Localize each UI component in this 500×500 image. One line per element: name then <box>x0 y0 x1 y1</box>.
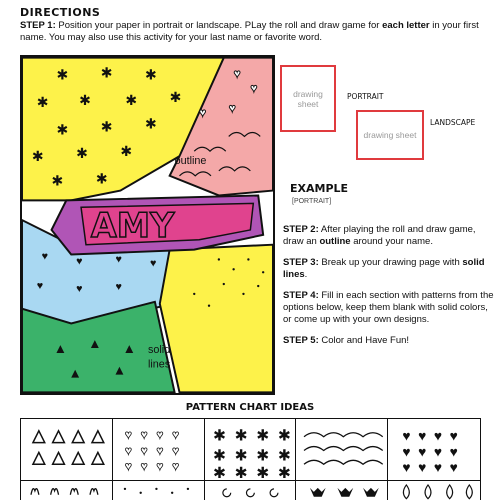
svg-text:✱: ✱ <box>56 122 68 138</box>
step3: STEP 3: Break up your drawing page with solid lines. <box>283 257 485 280</box>
svg-text:♥: ♥ <box>115 253 122 266</box>
svg-text:♥: ♥ <box>140 459 148 474</box>
step2: STEP 2: After playing the roll and draw game, draw an outline around your name. <box>283 224 476 247</box>
svg-text:✱: ✱ <box>234 465 248 480</box>
step1-label: STEP 1: <box>20 20 56 31</box>
example-artwork <box>20 55 275 395</box>
step1-bold: each letter <box>382 20 430 31</box>
svg-text:♥: ♥ <box>171 459 179 474</box>
svg-text:♥: ♥ <box>171 443 179 458</box>
svg-text:✱: ✱ <box>277 447 291 465</box>
svg-text:✱: ✱ <box>255 465 270 480</box>
svg-text:✱: ✱ <box>255 447 270 465</box>
svg-text:♥: ♥ <box>449 460 459 476</box>
svg-text:♥: ♥ <box>434 460 443 476</box>
svg-text:♥: ♥ <box>156 443 164 458</box>
outline-label: outline <box>174 154 207 167</box>
svg-text:♥: ♥ <box>115 280 122 293</box>
asterisks-pattern <box>205 419 297 481</box>
svg-text:✱: ✱ <box>212 447 226 465</box>
svg-text:✱: ✱ <box>169 89 182 105</box>
svg-text:♥: ♥ <box>140 427 148 442</box>
dots-pattern <box>113 481 205 500</box>
landscape-sheet: drawing sheet <box>356 110 424 160</box>
svg-text:✱: ✱ <box>212 465 226 480</box>
svg-text:♥: ♥ <box>418 460 427 476</box>
svg-text:✱: ✱ <box>51 173 64 189</box>
step1-text <box>20 20 485 44</box>
svg-text:✱: ✱ <box>145 67 157 83</box>
svg-text:✱: ✱ <box>234 427 248 445</box>
svg-text:♥: ♥ <box>228 100 236 115</box>
svg-text:✱: ✱ <box>212 427 226 445</box>
svg-text:♥: ♥ <box>156 427 164 442</box>
svg-text:♥: ♥ <box>156 459 164 474</box>
landscape-label: LANDSCAPE <box>430 118 476 127</box>
waves-pattern <box>296 419 388 481</box>
example-title: EXAMPLE <box>290 182 349 195</box>
pattern-chart-title: PATTERN CHART IDEAS <box>185 402 315 413</box>
directions-heading: DIRECTIONS <box>20 6 101 19</box>
svg-text:✱: ✱ <box>255 427 270 445</box>
step4: STEP 4: Fill in each section with patterns from the options below, keep them blank with solid colors, or come up with your own designs. <box>283 290 494 325</box>
svg-text:♥: ♥ <box>76 255 83 268</box>
svg-text:✱: ✱ <box>76 146 88 162</box>
steps-list <box>283 224 495 356</box>
solid-label-2: lines <box>147 358 171 371</box>
svg-text:♥: ♥ <box>41 250 49 263</box>
svg-text:♥: ♥ <box>449 428 459 444</box>
svg-text:✱: ✱ <box>277 465 291 480</box>
svg-text:♥: ♥ <box>418 444 427 460</box>
svg-text:♥: ♥ <box>449 444 459 460</box>
svg-text:✱: ✱ <box>95 171 108 187</box>
pattern-chart <box>20 418 481 500</box>
svg-text:♥: ♥ <box>124 443 132 458</box>
svg-text:♥: ♥ <box>124 427 132 442</box>
svg-text:✱: ✱ <box>145 116 157 132</box>
solid-label-1: solid <box>147 343 171 356</box>
step1-text-b: in your first name. You may also use this activity for your last name or favorite word. <box>20 20 479 43</box>
grass-tufts-pattern <box>21 481 113 500</box>
svg-text:♥: ♥ <box>76 282 83 295</box>
svg-text:♥: ♥ <box>124 459 132 474</box>
svg-text:✱: ✱ <box>277 427 291 445</box>
svg-text:♥: ♥ <box>149 257 157 270</box>
drops-pattern <box>388 481 480 500</box>
svg-text:♥: ♥ <box>36 279 44 292</box>
portrait-sheet: drawing sheet <box>280 65 336 132</box>
svg-text:✱: ✱ <box>36 94 49 110</box>
svg-text:♥: ♥ <box>434 444 443 460</box>
svg-text:♥: ♥ <box>402 444 411 460</box>
svg-text:♥: ♥ <box>140 443 148 458</box>
example-subtitle: [PORTRAIT] <box>292 198 332 205</box>
svg-text:♥: ♥ <box>171 427 179 442</box>
triangles-pattern <box>21 419 113 481</box>
svg-text:♥: ♥ <box>199 105 207 120</box>
svg-text:✱: ✱ <box>125 92 137 108</box>
tulips-pattern <box>296 481 388 500</box>
svg-text:♥: ♥ <box>418 428 427 444</box>
svg-text:✱: ✱ <box>56 67 68 83</box>
svg-text:✱: ✱ <box>120 144 132 160</box>
svg-text:♥: ♥ <box>233 66 241 81</box>
art-name: AMY <box>90 205 175 245</box>
step5: STEP 5: Color and Have Fun! <box>283 335 410 346</box>
svg-text:✱: ✱ <box>31 149 44 165</box>
svg-text:✱: ✱ <box>234 447 248 465</box>
svg-text:♥: ♥ <box>250 81 258 96</box>
svg-text:♥: ♥ <box>402 460 411 476</box>
solid-hearts-pattern <box>388 419 480 481</box>
step1-text-a: Position your paper in portrait or landscape. PLay the roll and draw game for <box>55 20 383 31</box>
svg-text:♥: ♥ <box>434 428 443 444</box>
portrait-label: PORTRAIT <box>347 92 384 101</box>
svg-text:♥: ♥ <box>402 428 411 444</box>
svg-text:✱: ✱ <box>100 65 113 81</box>
svg-text:✱: ✱ <box>79 92 91 108</box>
svg-text:✱: ✱ <box>100 119 113 135</box>
hearts-outline-pattern <box>113 419 205 481</box>
swirls-pattern <box>205 481 297 500</box>
